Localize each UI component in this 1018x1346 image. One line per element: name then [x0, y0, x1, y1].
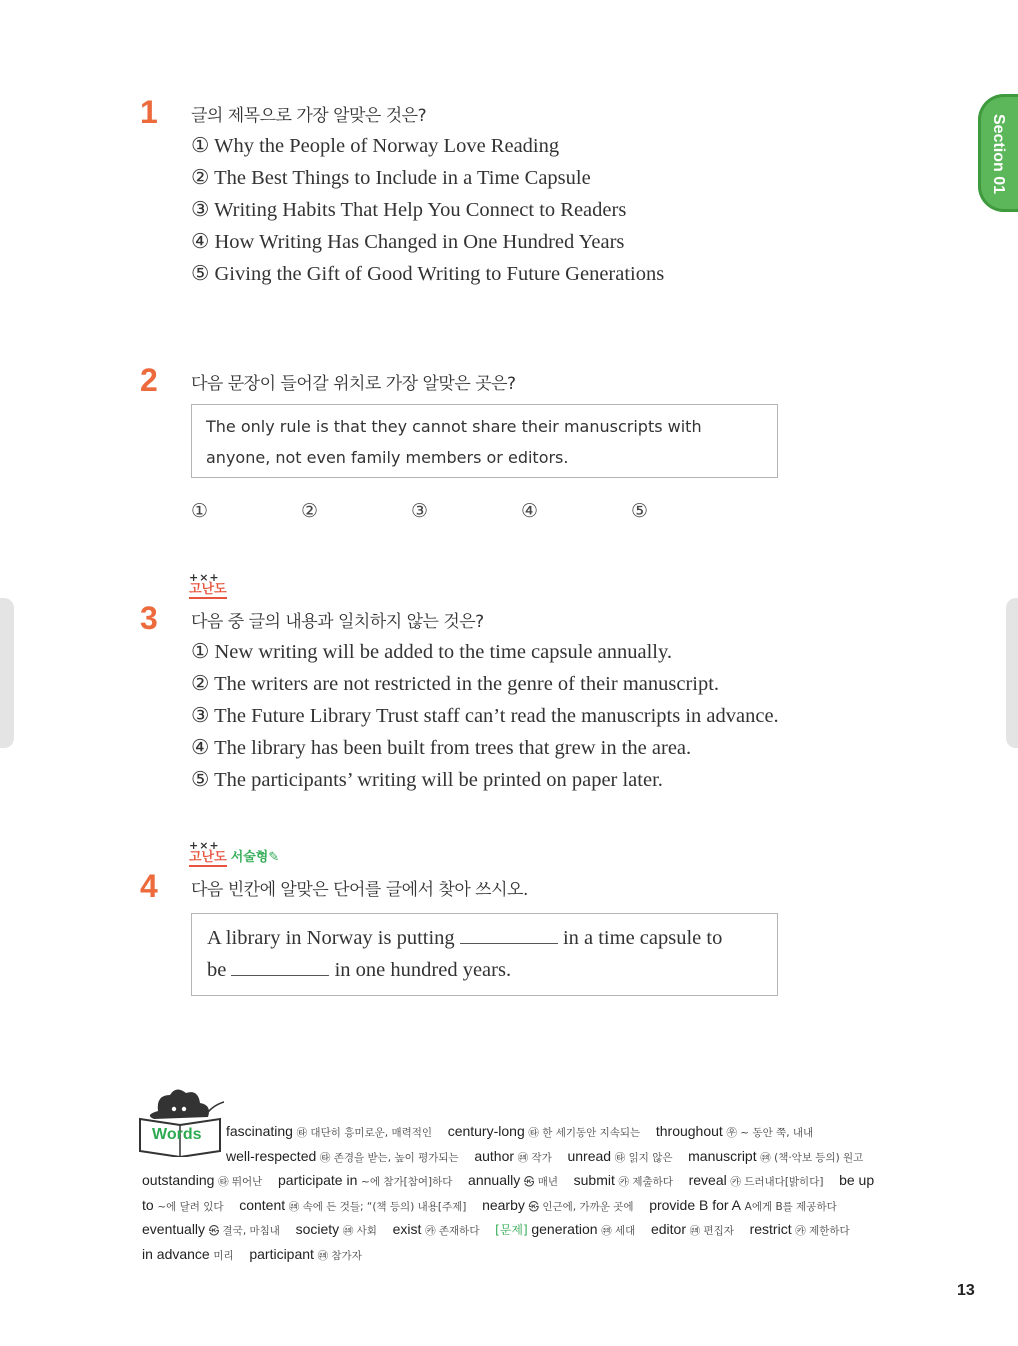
vocab-word: generation — [531, 1221, 598, 1238]
question-2-number: 2 — [140, 362, 158, 398]
q3-choice-1[interactable]: ① New writing will be added to the time capsule annually. — [191, 641, 673, 663]
question-3-prompt: 다음 중 글의 내용과 일치하지 않는 것은? — [191, 612, 484, 632]
vocab-word: editor — [650, 1221, 686, 1238]
q1-choice-3[interactable]: ③ Writing Habits That Help You Connect to Readers — [191, 199, 627, 221]
blank-2[interactable] — [231, 955, 329, 976]
vocab-line-2 — [142, 1145, 907, 1170]
vocab-word: outstanding — [142, 1172, 215, 1189]
vocab-def: ㉽ 사회 — [342, 1225, 377, 1238]
question-1-choices — [191, 130, 664, 290]
question-4-number: 4 — [140, 868, 158, 904]
q1-choice-1[interactable]: ① Why the People of Norway Love Reading — [191, 135, 560, 157]
q4-line-1-end: in a time capsule to — [562, 927, 723, 949]
badge-stars-icon: +×+ — [189, 571, 220, 584]
vocab-def: ㉹ 대단히 흥미로운, 매력적인 — [296, 1127, 433, 1139]
vocab-def: A에게 B를 제공하다 — [744, 1200, 837, 1213]
question-2-sentence-box — [191, 404, 778, 478]
q2-position-2[interactable]: ② — [301, 501, 319, 522]
vocab-def: ㉹ 한 세기동안 지속되는 — [528, 1127, 641, 1139]
vocab-word: be up — [839, 1172, 875, 1189]
vocab-def: 미리 — [213, 1249, 234, 1262]
q4-line-1-start: A library in Norway is putting — [207, 927, 455, 949]
question-1-number: 1 — [140, 94, 158, 130]
q4-line-1 — [207, 922, 763, 954]
q2-position-5[interactable]: ⑤ — [631, 501, 649, 522]
badge-stars-icon: +×+ — [189, 839, 220, 852]
vocab-word: to — [142, 1196, 154, 1213]
vocab-word: fascinating — [226, 1123, 293, 1139]
q4-line-2 — [207, 954, 763, 986]
difficulty-label: 고난도 — [189, 850, 227, 865]
vocab-word: exist — [392, 1221, 422, 1238]
q2-sentence-line-2: anyone, not even family members or editors. — [206, 448, 569, 467]
q2-position-4[interactable]: ④ — [521, 501, 539, 522]
vocab-word: nearby — [482, 1196, 525, 1213]
vocab-def: ㉽ 참가자 — [317, 1249, 362, 1262]
problem-tag: [문제] — [495, 1223, 528, 1238]
question-1-prompt: 글의 제목으로 가장 알맞은 것은? — [191, 106, 427, 126]
q3-choice-4[interactable]: ④ The library has been built from trees that grew in the area. — [191, 737, 692, 759]
pencil-icon: ✎ — [268, 850, 280, 865]
q3-choice-2[interactable]: ② The writers are not restricted in the genre of their manuscript. — [191, 673, 720, 695]
vocab-def: ㉸ 존재하다 — [425, 1225, 480, 1238]
q1-choice-4[interactable]: ④ How Writing Has Changed in One Hundred Years — [191, 231, 625, 253]
vocab-word: reveal — [688, 1172, 727, 1189]
essay-type-label: 서술형 — [230, 850, 269, 865]
vocabulary-list — [142, 1120, 907, 1268]
q4-line-2-end: in one hundred years. — [334, 959, 512, 981]
vocab-word: provide B for A — [649, 1196, 742, 1213]
vocab-def: ㉽ (책·악보 등의) 원고 — [760, 1151, 864, 1164]
vocab-def: ㉾ ~ 동안 쭉, 내내 — [726, 1127, 814, 1139]
vocab-def: ㉿ 인근에, 가까운 곳에 — [528, 1200, 634, 1213]
blank-1[interactable] — [460, 923, 558, 944]
vocab-def: ㉽ 작가 — [517, 1151, 552, 1164]
vocab-word: manuscript — [688, 1147, 757, 1164]
words-logo-label: Words — [152, 1126, 202, 1143]
question-4-difficulty-badge — [189, 840, 279, 865]
page-number: 13 — [957, 1282, 975, 1299]
page-edge-left — [0, 598, 14, 748]
q3-choice-5[interactable]: ⑤ The participants’ writing will be printed on paper later. — [191, 769, 663, 791]
vocab-line-4 — [142, 1194, 907, 1219]
vocab-word: submit — [573, 1172, 615, 1189]
vocab-def: ㉿ 결국, 마침내 — [208, 1225, 280, 1238]
vocab-def: ㉿ 매년 — [523, 1176, 558, 1189]
q3-choice-3[interactable]: ③ The Future Library Trust staff can’t read the manuscripts in advance. — [191, 705, 779, 727]
vocab-word: century-long — [447, 1123, 525, 1139]
question-4-prompt: 다음 빈칸에 알맞은 단어를 글에서 찾아 쓰시오. — [191, 880, 528, 900]
vocab-word: author — [474, 1147, 515, 1164]
vocab-line-1 — [142, 1120, 907, 1145]
vocab-word: participate in — [278, 1172, 358, 1189]
vocab-word: content — [239, 1196, 286, 1213]
vocab-line-3 — [142, 1169, 907, 1194]
q1-choice-2[interactable]: ② The Best Things to Include in a Time Capsule — [191, 167, 591, 189]
vocab-word: throughout — [655, 1123, 723, 1139]
vocab-line-5 — [142, 1218, 907, 1243]
question-2-prompt: 다음 문장이 들어갈 위치로 가장 알맞은 곳은? — [191, 374, 516, 394]
vocab-word: unread — [567, 1147, 612, 1164]
vocab-word: participant — [249, 1245, 314, 1262]
difficulty-label: 고난도 — [189, 582, 227, 597]
question-3-choices — [191, 636, 779, 796]
vocab-def: ㉸ 제한하다 — [795, 1225, 850, 1238]
vocab-def: ㉹ 읽지 않은 — [614, 1151, 673, 1164]
vocab-word: well-respected — [226, 1147, 317, 1164]
vocab-word: in advance — [142, 1245, 210, 1262]
vocab-line-6 — [142, 1243, 907, 1268]
q4-line-2-start: be — [207, 959, 227, 981]
vocab-word: restrict — [749, 1221, 792, 1238]
vocab-def: ㉽ 세대 — [601, 1225, 636, 1238]
vocab-word: eventually — [142, 1221, 206, 1238]
question-3-number: 3 — [140, 600, 158, 636]
vocab-def: ㉸ 드러내다[밝히다] — [730, 1176, 824, 1189]
vocab-def: ㉹ 존경을 받는, 높이 평가되는 — [319, 1151, 459, 1164]
vocab-word: society — [295, 1221, 340, 1238]
q2-sentence-line-1: The only rule is that they cannot share their manuscripts with — [206, 417, 702, 436]
section-tab[interactable] — [978, 94, 1018, 212]
vocab-def: ~에 달려 있다 — [157, 1200, 224, 1213]
question-4-answer-box — [191, 913, 778, 996]
vocab-def: ㉽ 속에 든 것들; “(책 등의) 내용[주제] — [288, 1200, 467, 1213]
section-tab-label: Section 01 — [990, 114, 1007, 195]
vocab-def: ㉽ 편집자 — [689, 1225, 734, 1238]
question-3-difficulty-badge — [189, 572, 227, 597]
vocab-def: ㉹ 뛰어난 — [218, 1176, 263, 1189]
vocab-def: ㉸ 제출하다 — [618, 1176, 673, 1189]
vocab-def: ~에 참가[참여]하다 — [361, 1176, 453, 1189]
page-edge-right — [1006, 598, 1018, 748]
q1-choice-5[interactable]: ⑤ Giving the Gift of Good Writing to Future Generations — [191, 263, 665, 285]
q2-position-1[interactable]: ① — [191, 501, 209, 522]
vocab-word: annually — [468, 1172, 521, 1189]
q2-position-3[interactable]: ③ — [411, 501, 429, 522]
